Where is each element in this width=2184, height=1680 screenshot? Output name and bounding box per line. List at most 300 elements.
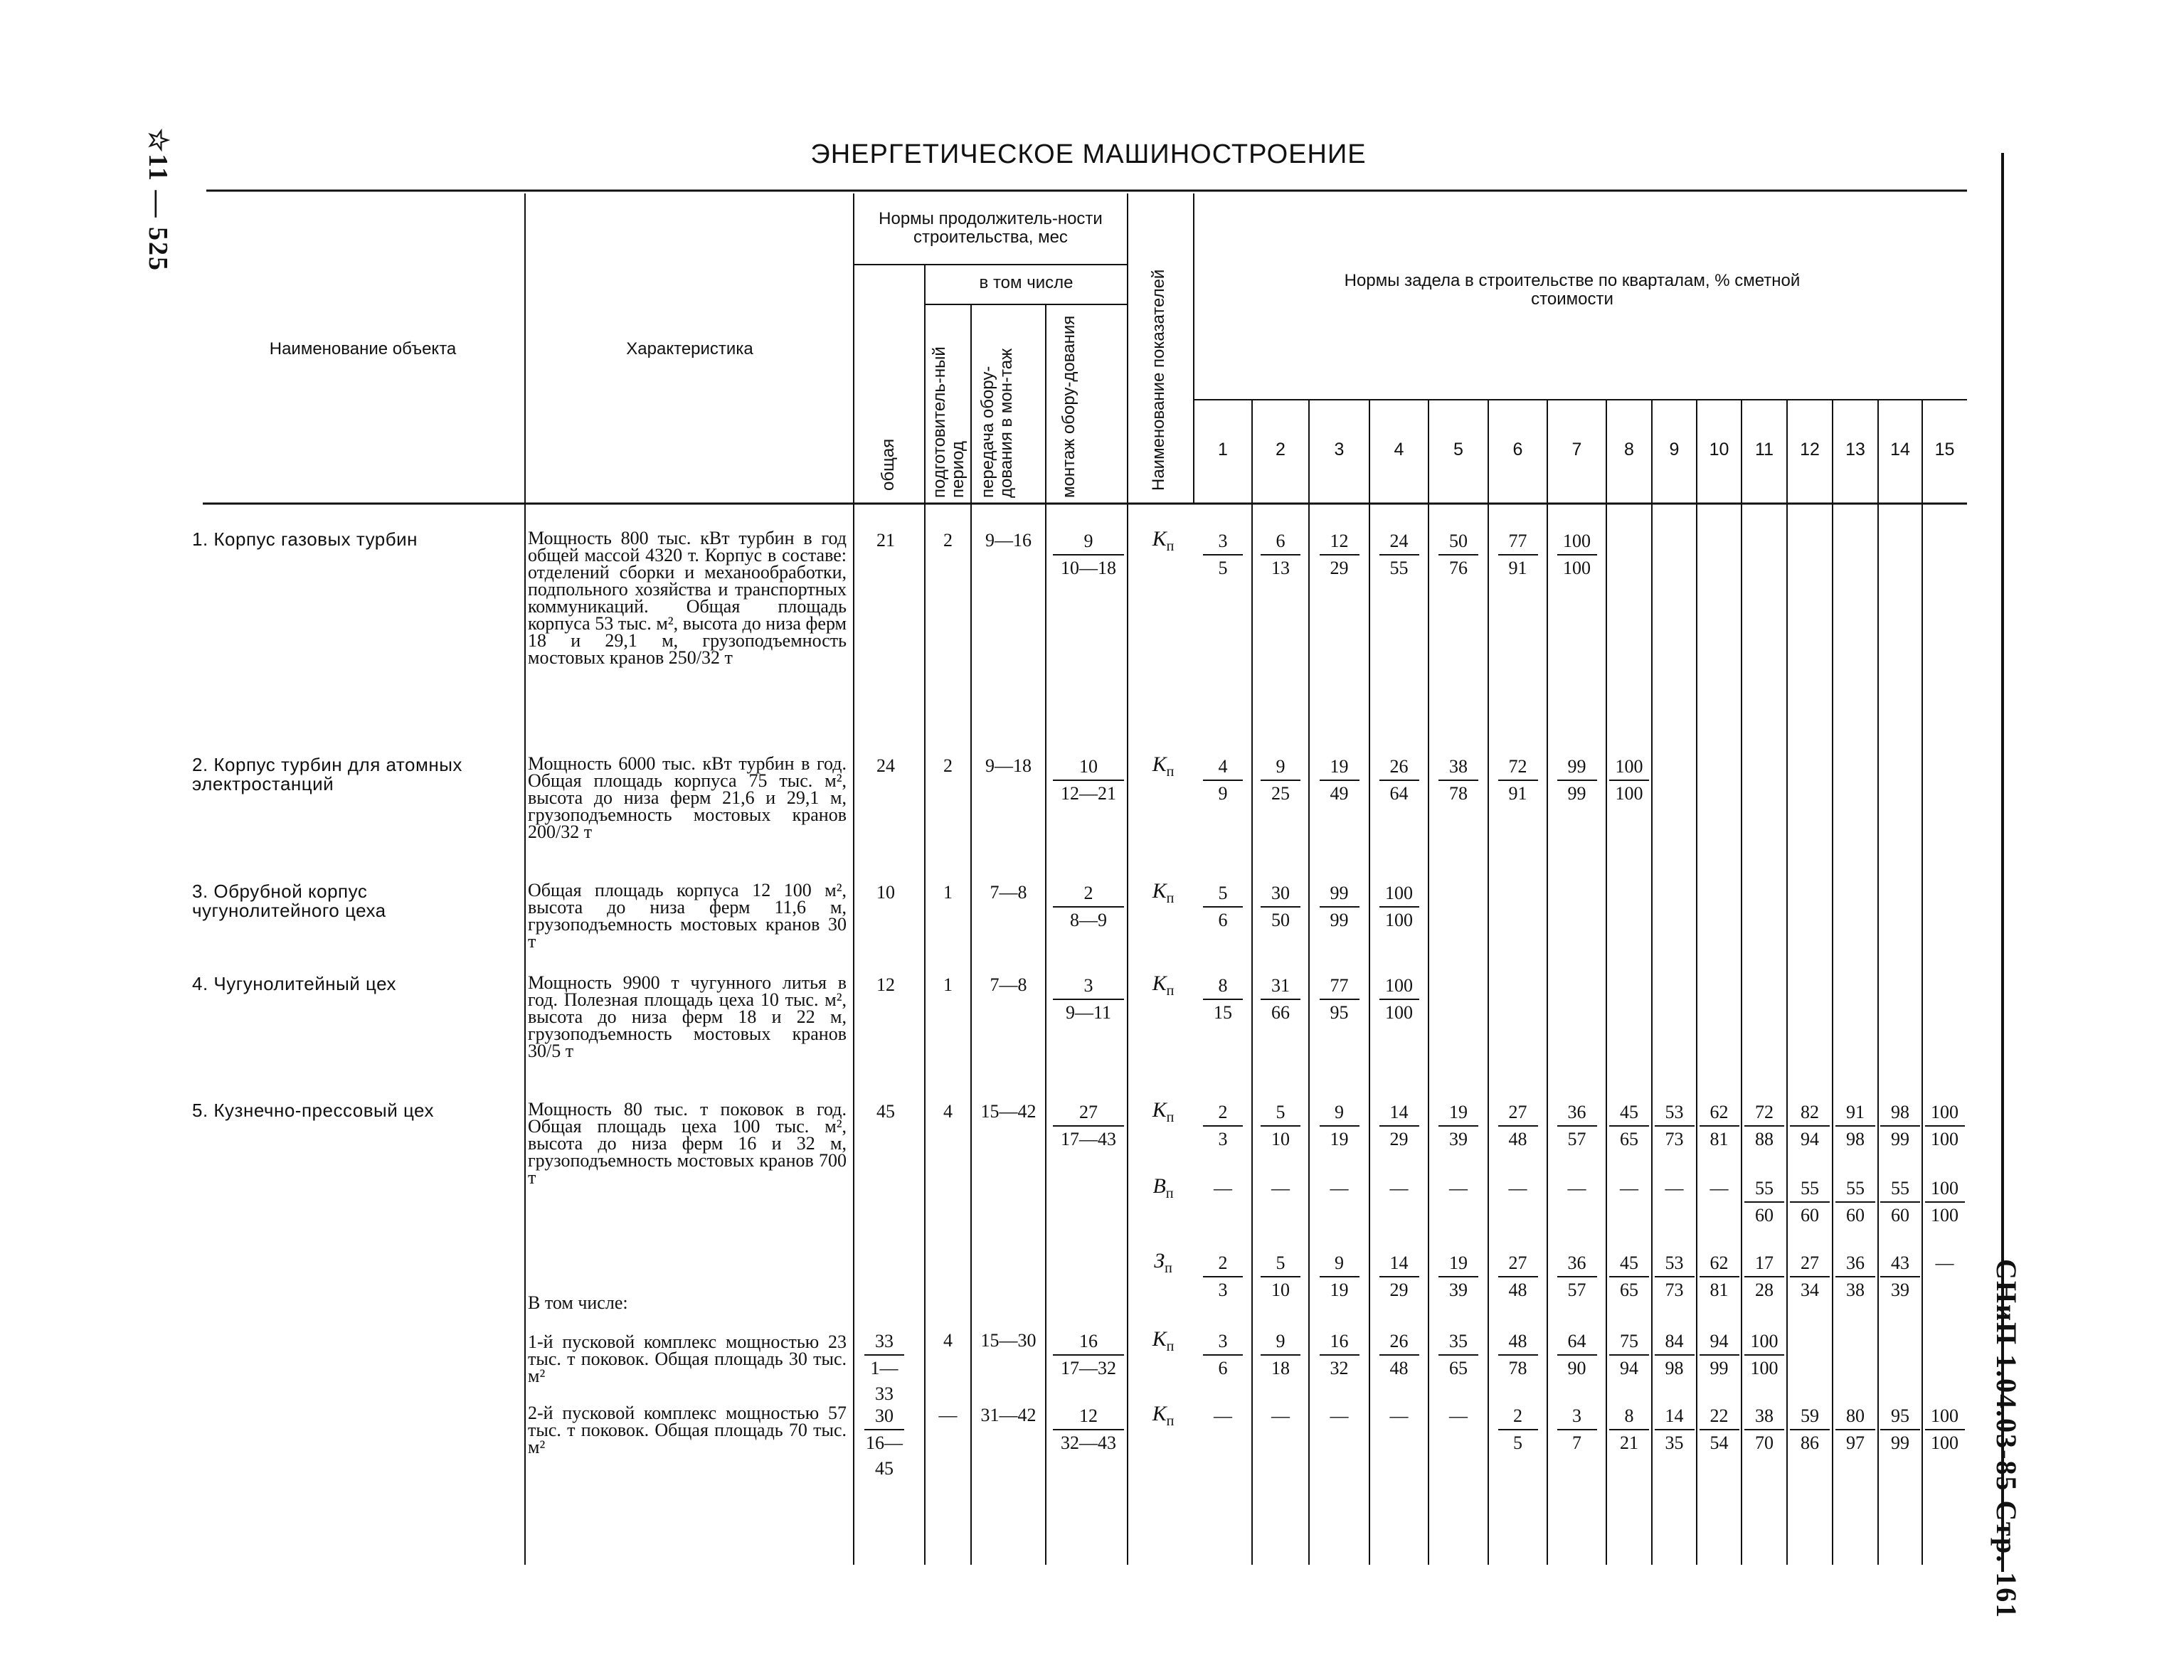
fraction-denominator: 65: [1438, 1354, 1478, 1381]
fraction-numerator: —: [1449, 1405, 1468, 1426]
fraction-numerator: 2: [1513, 1405, 1522, 1426]
indicator-label: $К_п$: [1152, 527, 1175, 554]
quarter-value: [1203, 881, 1243, 933]
quarter-number: 6: [1512, 440, 1523, 459]
fraction-denominator: 7: [1557, 1429, 1597, 1456]
quarter-value: [1320, 754, 1359, 807]
quarter-value: [1320, 1403, 1359, 1429]
quarter-value: [1379, 973, 1419, 1026]
fraction-denominator: 99: [1320, 906, 1359, 933]
quarter-value: [1379, 1176, 1419, 1201]
fraction-numerator: 53: [1665, 1102, 1684, 1122]
fraction-numerator: 19: [1330, 756, 1349, 777]
fraction-numerator: 31: [1271, 975, 1290, 996]
header-indicator-name: Наименование показателей: [1149, 269, 1168, 491]
fraction-denominator: 91: [1498, 554, 1538, 581]
fraction-numerator: 38: [1755, 1405, 1774, 1426]
fraction-numerator: —: [1330, 1405, 1349, 1426]
fraction-numerator: 14: [1665, 1405, 1684, 1426]
indicator-label: $З_п$: [1154, 1249, 1172, 1276]
quarter-value: [1498, 1250, 1538, 1303]
indicator-subscript: п: [1166, 1339, 1175, 1354]
fraction-numerator: 35: [1449, 1331, 1468, 1351]
quarter-value: [1498, 528, 1538, 581]
fraction-numerator: 5: [1276, 1102, 1286, 1122]
fraction-denominator: 35: [1655, 1429, 1695, 1456]
fraction-numerator: 33: [875, 1331, 894, 1351]
fraction-denominator: 78: [1498, 1354, 1538, 1381]
fraction-numerator: 43: [1891, 1253, 1909, 1273]
header-object-name: Наименование объекта: [269, 339, 457, 358]
header-prep-period: подготовитель-ный период: [930, 346, 968, 498]
quarter-value: [1700, 1250, 1739, 1303]
fraction-denominator: 100: [1379, 999, 1419, 1026]
quarter-value: [1557, 1329, 1597, 1381]
fraction-denominator: 32—43: [1053, 1429, 1124, 1456]
fraction-denominator: 81: [1700, 1276, 1739, 1303]
header-characteristic: Характеристика: [626, 339, 753, 358]
quarter-number: 3: [1334, 440, 1345, 459]
fraction-numerator: 19: [1449, 1102, 1468, 1122]
object-characteristic: Мощность 6000 тыс. кВт турбин в год. Общая площадь корпуса 75 тыс. м², высота до низа ферм 21,6 и 29,1 м, грузоподъемность мостовых кранов 200/32 т: [528, 753, 847, 842]
fraction-denominator: 17—43: [1053, 1125, 1124, 1152]
corner-standard-code: СНиП 1.04.03-85 Стр. 161: [1990, 1259, 2023, 1620]
quarter-value: [1438, 1403, 1478, 1429]
fraction-numerator: 80: [1846, 1405, 1865, 1426]
fraction-denominator: 70: [1744, 1429, 1784, 1456]
fraction-numerator: 100: [1615, 756, 1643, 777]
quarter-number: 15: [1934, 440, 1955, 459]
quarter-value: [1438, 1250, 1478, 1303]
fraction-denominator: 76: [1438, 554, 1478, 581]
quarter-value: [1438, 1100, 1478, 1152]
quarter-value: [1835, 1100, 1875, 1152]
quarter-value: [1925, 1176, 1965, 1228]
indicator-subscript: п: [1166, 538, 1175, 554]
fraction-numerator: —: [1389, 1178, 1409, 1198]
quarter-number: 2: [1276, 440, 1286, 459]
quarter-value: [1203, 1176, 1243, 1201]
fraction-denominator: 48: [1379, 1354, 1419, 1381]
quarter-value: [1438, 1176, 1478, 1201]
quarter-value: [1925, 1403, 1965, 1456]
quarter-value: [1880, 1100, 1920, 1152]
quarter-value: [1498, 754, 1538, 807]
transfer-period: 15—30: [980, 1330, 1037, 1351]
quarter-value: [1261, 1176, 1300, 1201]
fraction-denominator: 57: [1557, 1125, 1597, 1152]
quarter-value: [1744, 1329, 1784, 1381]
fraction-numerator: 55: [1846, 1178, 1865, 1198]
fraction-numerator: 100: [1931, 1102, 1958, 1122]
fraction-denominator: 100: [1379, 906, 1419, 933]
quarter-number: 13: [1845, 440, 1865, 459]
fraction-denominator: 5: [1203, 554, 1243, 581]
quarter-value: [1557, 1100, 1597, 1152]
indicator-subscript: п: [1166, 1413, 1175, 1429]
fraction-numerator: 59: [1801, 1405, 1819, 1426]
object-characteristic: 1-й пусковой комплекс мощностью 23 тыс. т поковок. Общая площадь 30 тыс. м²: [528, 1331, 847, 1386]
fraction-numerator: 8: [1218, 975, 1228, 996]
fraction-numerator: 55: [1891, 1178, 1909, 1198]
total-duration: 10: [876, 882, 895, 903]
fraction-denominator: 60: [1744, 1201, 1784, 1228]
fraction-denominator: 39: [1438, 1276, 1478, 1303]
quarter-value: [1203, 1100, 1243, 1152]
fraction-numerator: 3: [1218, 531, 1228, 551]
fraction-numerator: —: [1449, 1178, 1468, 1198]
fraction-denominator: 48: [1498, 1276, 1538, 1303]
total-duration: 21: [876, 530, 895, 551]
fraction-denominator: 88: [1744, 1125, 1784, 1152]
fraction-denominator: 91: [1498, 780, 1538, 807]
quarter-value: [1320, 881, 1359, 933]
quarter-value: [1655, 1176, 1695, 1201]
header-duration-norms: Нормы продолжитель-ности строительства, мес: [879, 209, 1103, 247]
quarter-number: 5: [1453, 440, 1463, 459]
fraction-numerator: 62: [1709, 1102, 1729, 1122]
fraction-denominator: 12—21: [1053, 780, 1124, 807]
indicator-label: $К_п$: [1152, 1402, 1175, 1429]
quarter-value: [1557, 528, 1597, 581]
total-duration: 45: [876, 1101, 895, 1122]
fraction-numerator: 9: [1276, 756, 1286, 777]
fraction-numerator: 9: [1083, 531, 1093, 551]
quarter-value: [1557, 754, 1597, 807]
quarter-value: [1609, 1176, 1649, 1201]
fraction-denominator: 10: [1261, 1276, 1300, 1303]
prep-period: 1: [943, 974, 953, 995]
desc-intro: В том числе:: [528, 1292, 628, 1313]
fraction-denominator: 100: [1925, 1201, 1965, 1228]
fraction-numerator: 38: [1449, 756, 1468, 777]
quarter-number: 7: [1571, 440, 1582, 459]
fraction-denominator: 6: [1203, 1354, 1243, 1381]
fraction-denominator: 28: [1744, 1276, 1784, 1303]
fraction-denominator: 8—9: [1053, 906, 1124, 933]
fraction-numerator: —: [1271, 1405, 1290, 1426]
object-characteristic: Мощность 800 тыс. кВт турбин в год общей массой 4320 т. Корпус в составе: отделений сборки и механообработки, подпольного хозяйства и транспортных коммуникаций. Общая площадь корпуса 53 тыс. м², высота до низа ферм 18 и 29,1 м, грузоподъемность мостовых кранов 250/32 т: [528, 528, 847, 668]
prep-period: 2: [943, 755, 953, 776]
fraction-denominator: 86: [1790, 1429, 1830, 1456]
quarter-value: [1790, 1250, 1830, 1303]
fraction-numerator: 3: [1218, 1331, 1228, 1351]
page-title: ЭНЕРГЕТИЧЕСКОЕ МАШИНОСТРОЕНИЕ: [810, 139, 1367, 169]
fraction-denominator: 54: [1700, 1429, 1739, 1456]
fraction-denominator: 15: [1203, 999, 1243, 1026]
fraction-denominator: 39: [1880, 1276, 1920, 1303]
fraction-numerator: 55: [1801, 1178, 1819, 1198]
quarter-value: [1655, 1329, 1695, 1381]
fraction-numerator: 24: [1389, 531, 1409, 551]
fraction-numerator: 14: [1389, 1253, 1409, 1273]
quarter-value: [1655, 1250, 1695, 1303]
fraction-numerator: 100: [1931, 1405, 1958, 1426]
fraction-numerator: 91: [1846, 1102, 1865, 1122]
quarter-value: [1609, 1403, 1649, 1456]
quarter-value: [1498, 1100, 1538, 1152]
fraction-numerator: 77: [1508, 531, 1527, 551]
prep-period: 2: [943, 530, 953, 551]
fraction-denominator: 5: [1498, 1429, 1538, 1456]
quarter-value: [1320, 973, 1359, 1026]
transfer-period: 9—18: [985, 755, 1032, 776]
fraction-denominator: 78: [1438, 780, 1478, 807]
fraction-denominator: 99: [1880, 1125, 1920, 1152]
fraction-denominator: 16—45: [864, 1429, 904, 1456]
mounting-period: [1053, 881, 1124, 933]
fraction-denominator: 65: [1609, 1125, 1649, 1152]
fraction-numerator: 55: [1755, 1178, 1774, 1198]
fraction-denominator: 1—33: [864, 1354, 904, 1381]
fraction-denominator: 65: [1609, 1276, 1649, 1303]
fraction-denominator: 100: [1744, 1354, 1784, 1381]
quarter-value: [1203, 1403, 1243, 1429]
indicator-label: $В_п$: [1152, 1174, 1174, 1201]
fraction-numerator: 5: [1276, 1253, 1286, 1273]
fraction-denominator: 94: [1790, 1125, 1830, 1152]
fraction-denominator: 10: [1261, 1125, 1300, 1152]
fraction-denominator: 10—18: [1053, 554, 1124, 581]
quarter-value: [1655, 1100, 1695, 1152]
fraction-numerator: 2: [1218, 1253, 1228, 1273]
fraction-numerator: 45: [1620, 1102, 1638, 1122]
fraction-numerator: —: [1271, 1178, 1290, 1198]
fraction-numerator: 3: [1083, 975, 1093, 996]
fraction-denominator: 73: [1655, 1276, 1695, 1303]
mounting-period: [1053, 754, 1124, 807]
fraction-denominator: 99: [1700, 1354, 1739, 1381]
fraction-numerator: 77: [1330, 975, 1349, 996]
fraction-numerator: 72: [1755, 1102, 1774, 1122]
fraction-denominator: 100: [1609, 780, 1649, 807]
transfer-period: 9—16: [985, 530, 1032, 551]
quarter-number: 9: [1669, 440, 1680, 459]
indicator-subscript: п: [1166, 1110, 1175, 1125]
mounting-period: [1053, 973, 1124, 1026]
fraction-denominator: 100: [1925, 1125, 1965, 1152]
total-duration: 12: [876, 974, 895, 995]
fraction-numerator: 30: [1271, 883, 1290, 903]
quarter-value: [1320, 1329, 1359, 1381]
prep-period: 4: [943, 1330, 953, 1351]
fraction-numerator: 14: [1389, 1102, 1409, 1122]
quarter-value: [1835, 1176, 1875, 1228]
quarter-value: [1498, 1329, 1538, 1381]
quarter-value: [1379, 1250, 1419, 1303]
fraction-denominator: 25: [1261, 780, 1300, 807]
fraction-numerator: 100: [1931, 1178, 1958, 1198]
fraction-numerator: 26: [1389, 756, 1409, 777]
quarter-value: [1700, 1100, 1739, 1152]
fraction-numerator: 100: [1563, 531, 1591, 551]
object-name: 4. Чугунолитейный цех: [192, 973, 397, 994]
quarter-number: 1: [1218, 440, 1228, 459]
indicator-subscript: п: [1166, 983, 1175, 999]
object-name: 2. Корпус турбин для атомных электростанций: [192, 754, 462, 794]
fraction-numerator: —: [1330, 1178, 1349, 1198]
fraction-numerator: 22: [1709, 1405, 1729, 1426]
quarter-value: [1379, 754, 1419, 807]
header-transfer: передача обору-дования в мон-таж: [978, 348, 1016, 498]
fraction-denominator: 48: [1498, 1125, 1538, 1152]
fraction-denominator: 29: [1320, 554, 1359, 581]
fraction-denominator: 13: [1261, 554, 1300, 581]
transfer-period: 7—8: [990, 974, 1027, 995]
fraction-denominator: 64: [1379, 780, 1419, 807]
quarter-value: [1609, 1329, 1649, 1381]
fraction-numerator: 5: [1218, 883, 1228, 903]
header-in-that-number: в том числе: [979, 273, 1074, 292]
fraction-numerator: —: [1214, 1178, 1232, 1198]
quarter-value: [1790, 1403, 1830, 1456]
quarter-value: [1379, 881, 1419, 933]
fraction-numerator: —: [1620, 1178, 1638, 1198]
header-total: общая: [879, 438, 898, 491]
fraction-denominator: 17—32: [1053, 1354, 1124, 1381]
fraction-numerator: 27: [1079, 1102, 1098, 1122]
fraction-denominator: 99: [1557, 780, 1597, 807]
fraction-numerator: 12: [1079, 1405, 1098, 1426]
fraction-denominator: 98: [1835, 1125, 1875, 1152]
fraction-denominator: 29: [1379, 1276, 1419, 1303]
fraction-numerator: 9: [1335, 1253, 1344, 1273]
quarter-value: [1438, 1329, 1478, 1381]
quarter-value: [1261, 1250, 1300, 1303]
transfer-period: 15—42: [980, 1101, 1037, 1122]
indicator-label: $К_п$: [1152, 879, 1175, 906]
quarter-value: [1261, 528, 1300, 581]
fraction-numerator: 48: [1508, 1331, 1527, 1351]
fraction-denominator: 18: [1261, 1354, 1300, 1381]
prep-period: 1: [943, 882, 953, 903]
fraction-denominator: 60: [1880, 1201, 1920, 1228]
object-characteristic: Общая площадь корпуса 12 100 м², высота до низа ферм 11,6 м, грузоподъемность мостовых кранов 30 т: [528, 880, 847, 952]
quarter-value: [1557, 1250, 1597, 1303]
quarter-value: [1320, 1250, 1359, 1303]
fraction-denominator: 32: [1320, 1354, 1359, 1381]
fraction-denominator: 55: [1379, 554, 1419, 581]
fraction-numerator: 3: [1572, 1405, 1581, 1426]
quarter-value: [1498, 1176, 1538, 1201]
fraction-numerator: 98: [1891, 1102, 1909, 1122]
fraction-numerator: 72: [1508, 756, 1527, 777]
fraction-numerator: 26: [1389, 1331, 1409, 1351]
object-characteristic: Мощность 9900 т чугунного литья в год. Полезная площадь цеха 10 тыс. м², высота до низа ферм 18 и 22 м, грузоподъемность мостовых кранов 30/5 т: [528, 972, 847, 1061]
fraction-denominator: 38: [1835, 1276, 1875, 1303]
fraction-numerator: 99: [1330, 883, 1349, 903]
quarter-number: 14: [1890, 440, 1910, 459]
quarter-number: 8: [1624, 440, 1634, 459]
quarter-value: [1261, 1100, 1300, 1152]
quarter-value: [1320, 528, 1359, 581]
fraction-denominator: 66: [1261, 999, 1300, 1026]
fraction-numerator: 36: [1567, 1102, 1586, 1122]
fraction-numerator: 8: [1624, 1405, 1634, 1426]
quarter-value: [1203, 1329, 1243, 1381]
quarter-number: 10: [1709, 440, 1729, 459]
indicator-subscript: п: [1165, 1186, 1174, 1201]
fraction-denominator: 95: [1320, 999, 1359, 1026]
quarter-value: [1261, 973, 1300, 1026]
fraction-numerator: 12: [1330, 531, 1349, 551]
fraction-numerator: 100: [1385, 883, 1413, 903]
quarter-value: [1557, 1176, 1597, 1201]
fraction-numerator: 50: [1449, 531, 1468, 551]
quarter-value: [1880, 1250, 1920, 1303]
indicator-subscript: п: [1166, 764, 1175, 780]
indicator-label: $К_п$: [1152, 972, 1175, 999]
quarter-value: [1700, 1403, 1739, 1456]
fraction-denominator: 49: [1320, 780, 1359, 807]
fraction-denominator: 3: [1203, 1125, 1243, 1152]
quarter-value: [1320, 1176, 1359, 1201]
quarter-value: [1925, 1250, 1965, 1276]
quarter-value: [1655, 1403, 1695, 1456]
fraction-denominator: 73: [1655, 1125, 1695, 1152]
quarter-value: [1203, 754, 1243, 807]
fraction-denominator: 99: [1880, 1429, 1920, 1456]
fraction-numerator: 30: [875, 1405, 894, 1426]
fraction-denominator: 21: [1609, 1429, 1649, 1456]
fraction-numerator: 84: [1665, 1331, 1684, 1351]
prep-period: 4: [943, 1101, 953, 1122]
fraction-denominator: 57: [1557, 1276, 1597, 1303]
fraction-numerator: 75: [1620, 1331, 1638, 1351]
object-name: 1. Корпус газовых турбин: [192, 528, 418, 550]
fraction-denominator: 60: [1790, 1201, 1830, 1228]
quarter-value: [1700, 1176, 1739, 1201]
quarter-value: [1261, 1403, 1300, 1429]
fraction-denominator: 90: [1557, 1354, 1597, 1381]
fraction-numerator: 19: [1449, 1253, 1468, 1273]
fraction-numerator: 36: [1567, 1253, 1586, 1273]
total-duration: [864, 1329, 904, 1404]
fraction-numerator: 53: [1665, 1253, 1684, 1273]
fraction-numerator: —: [1665, 1178, 1684, 1198]
fraction-numerator: —: [1935, 1253, 1954, 1273]
fraction-denominator: 100: [1925, 1429, 1965, 1456]
fraction-numerator: 2: [1083, 883, 1093, 903]
quarter-value: [1203, 973, 1243, 1026]
quarter-value: [1744, 1250, 1784, 1303]
quarter-value: [1379, 1329, 1419, 1381]
mounting-period: [1053, 528, 1124, 581]
quarter-value: [1261, 1329, 1300, 1381]
fraction-numerator: 36: [1846, 1253, 1865, 1273]
object-characteristic: 2-й пусковой комплекс мощностью 57 тыс. т поковок. Общая площадь 70 тыс. м²: [528, 1403, 847, 1457]
transfer-period: 7—8: [990, 882, 1027, 903]
fraction-denominator: 29: [1379, 1125, 1419, 1152]
total-duration: 24: [876, 755, 895, 776]
quarter-value: [1609, 754, 1649, 807]
quarter-value: [1609, 1100, 1649, 1152]
fraction-denominator: 94: [1609, 1354, 1649, 1381]
quarter-value: [1498, 1403, 1538, 1456]
quarter-value: [1744, 1176, 1784, 1228]
fraction-denominator: 6: [1203, 906, 1243, 933]
indicator-label: $К_п$: [1152, 1098, 1175, 1125]
fraction-denominator: 39: [1438, 1125, 1478, 1152]
fraction-numerator: 27: [1508, 1253, 1527, 1273]
prep-period: —: [938, 1405, 958, 1425]
fraction-numerator: 100: [1385, 975, 1413, 996]
fraction-denominator: 9—11: [1053, 999, 1124, 1026]
mounting-period: [1053, 1403, 1124, 1456]
fraction-numerator: 2: [1218, 1102, 1228, 1122]
quarter-value: [1203, 1250, 1243, 1303]
fraction-numerator: 9: [1276, 1331, 1286, 1351]
